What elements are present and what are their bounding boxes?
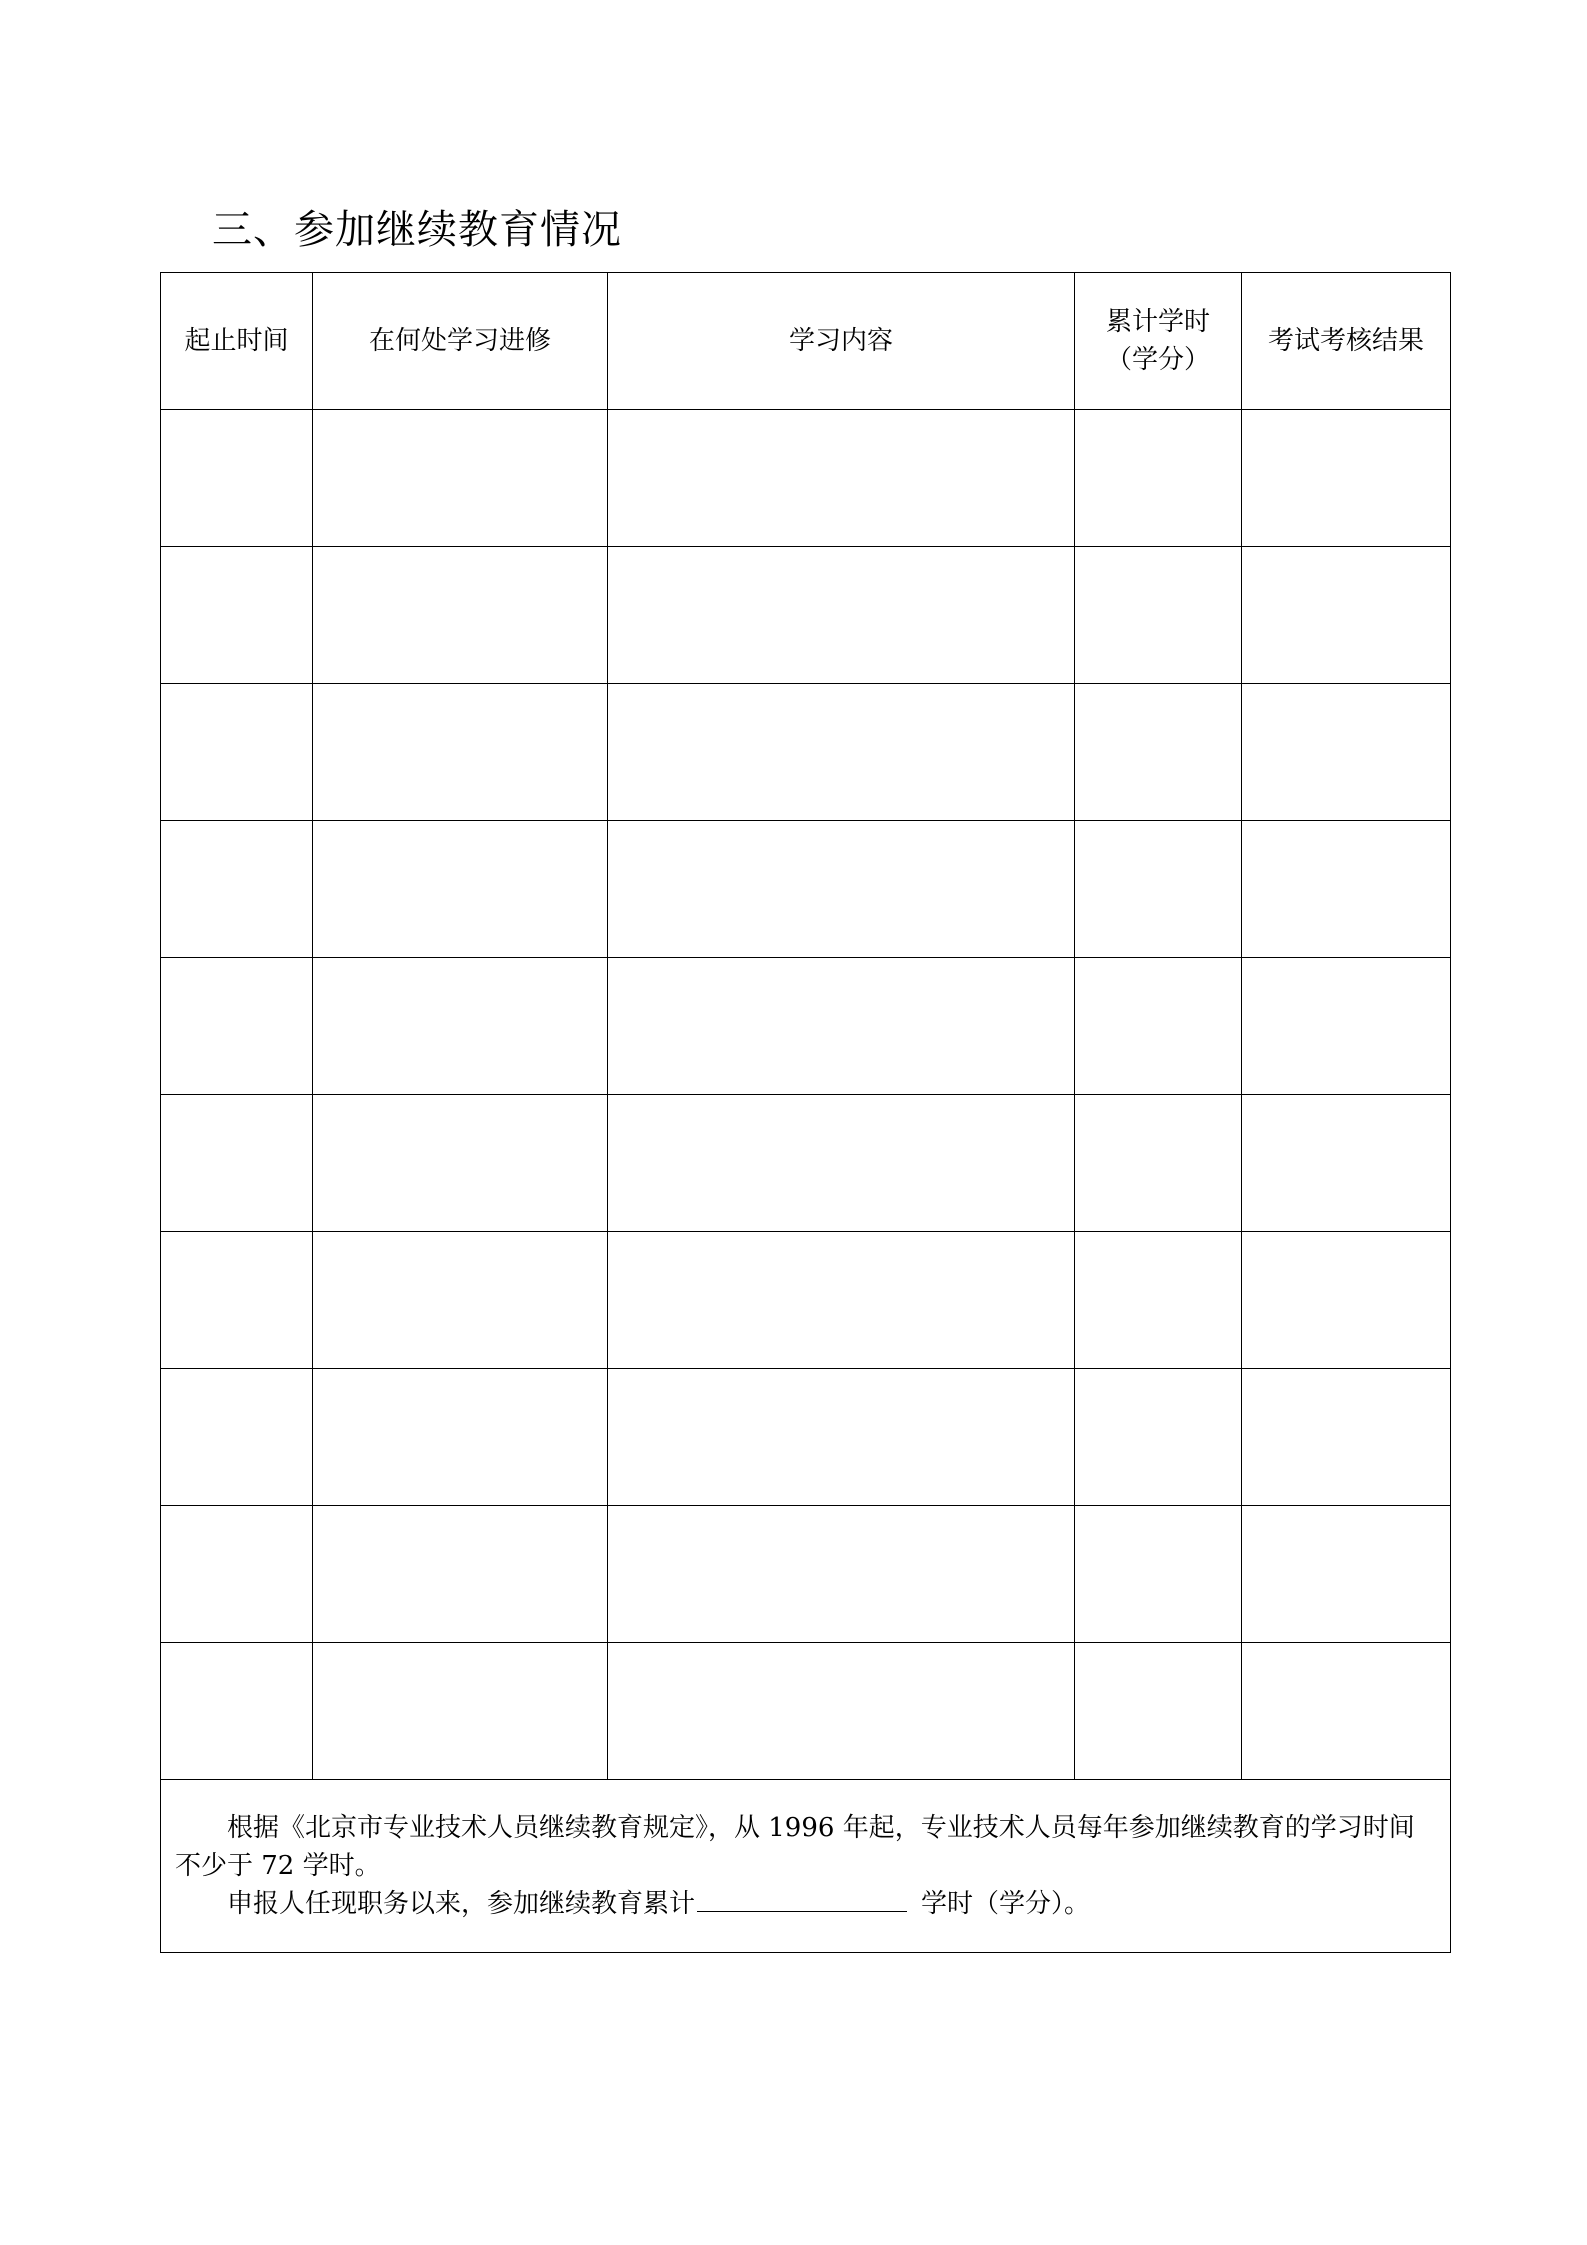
header-result: 考试考核结果 (1242, 273, 1451, 410)
location-cell[interactable] (313, 958, 608, 1095)
header-hours-line2: （学分） (1105, 345, 1210, 375)
table-row (161, 1643, 1451, 1780)
note-cell (161, 1780, 1451, 1953)
hours-cell[interactable] (1075, 1506, 1242, 1643)
table-row (161, 1506, 1451, 1643)
location-cell[interactable] (313, 1643, 608, 1780)
location-cell[interactable] (313, 1506, 608, 1643)
content-cell[interactable] (608, 1369, 1075, 1506)
location-cell[interactable] (313, 1095, 608, 1232)
result-cell[interactable] (1242, 958, 1451, 1095)
result-cell[interactable] (1242, 1095, 1451, 1232)
content-cell[interactable] (608, 547, 1075, 684)
hours-cell[interactable] (1075, 684, 1242, 821)
result-cell[interactable] (1242, 1232, 1451, 1369)
content-cell[interactable] (608, 1506, 1075, 1643)
hours-cell[interactable] (1075, 1369, 1242, 1506)
content-cell[interactable] (608, 821, 1075, 958)
note-accumulated-suffix: 学时（学分）。 (921, 1889, 1091, 1919)
table-row (161, 1232, 1451, 1369)
location-cell[interactable] (313, 821, 608, 958)
header-period: 起止时间 (161, 273, 313, 410)
hours-cell[interactable] (1075, 821, 1242, 958)
result-cell[interactable] (1242, 684, 1451, 821)
location-cell[interactable] (313, 684, 608, 821)
hours-cell[interactable] (1075, 958, 1242, 1095)
result-cell[interactable] (1242, 821, 1451, 958)
table-row (161, 1095, 1451, 1232)
location-cell[interactable] (313, 1232, 608, 1369)
hours-cell[interactable] (1075, 1232, 1242, 1369)
content-cell[interactable] (608, 958, 1075, 1095)
hours-cell[interactable] (1075, 410, 1242, 547)
content-cell[interactable] (608, 684, 1075, 821)
result-cell[interactable] (1242, 1643, 1451, 1780)
hours-cell[interactable] (1075, 547, 1242, 684)
content-cell[interactable] (608, 410, 1075, 547)
table-row (161, 1369, 1451, 1506)
content-cell[interactable] (608, 1095, 1075, 1232)
content-cell[interactable] (608, 1643, 1075, 1780)
period-cell[interactable] (161, 1506, 313, 1643)
location-cell[interactable] (313, 1369, 608, 1506)
period-cell[interactable] (161, 958, 313, 1095)
result-cell[interactable] (1242, 1506, 1451, 1643)
period-cell[interactable] (161, 547, 313, 684)
table-row (161, 684, 1451, 821)
header-location: 在何处学习进修 (313, 273, 608, 410)
header-hours (1075, 273, 1242, 410)
hours-cell[interactable] (1075, 1095, 1242, 1232)
continuing-education-table (160, 272, 1451, 1953)
period-cell[interactable] (161, 1095, 313, 1232)
location-cell[interactable] (313, 410, 608, 547)
hours-cell[interactable] (1075, 1643, 1242, 1780)
note-paragraph-regulation: 根据《北京市专业技术人员继续教育规定》，从 1996 年起，专业技术人员每年参加继续教育的学习时间不少于 72 学时。 (175, 1813, 1415, 1881)
note-accumulated-prefix: 申报人任现职务以来，参加继续教育累计 (227, 1889, 696, 1919)
period-cell[interactable] (161, 1643, 313, 1780)
accumulated-hours-field[interactable] (697, 1885, 907, 1912)
table-row (161, 821, 1451, 958)
table-row (161, 958, 1451, 1095)
table-row (161, 547, 1451, 684)
header-hours-line1: 累计学时 (1105, 307, 1210, 337)
result-cell[interactable] (1242, 1369, 1451, 1506)
content-cell[interactable] (608, 1232, 1075, 1369)
table-row (161, 410, 1451, 547)
note-row (161, 1780, 1451, 1953)
note-paragraph-accumulated (175, 1885, 1436, 1923)
period-cell[interactable] (161, 410, 313, 547)
period-cell[interactable] (161, 1369, 313, 1506)
period-cell[interactable] (161, 821, 313, 958)
result-cell[interactable] (1242, 547, 1451, 684)
header-row (161, 273, 1451, 410)
period-cell[interactable] (161, 1232, 313, 1369)
period-cell[interactable] (161, 684, 313, 821)
header-content: 学习内容 (608, 273, 1075, 410)
result-cell[interactable] (1242, 410, 1451, 547)
section-title: 三、参加继续教育情况 (212, 207, 622, 253)
location-cell[interactable] (313, 547, 608, 684)
